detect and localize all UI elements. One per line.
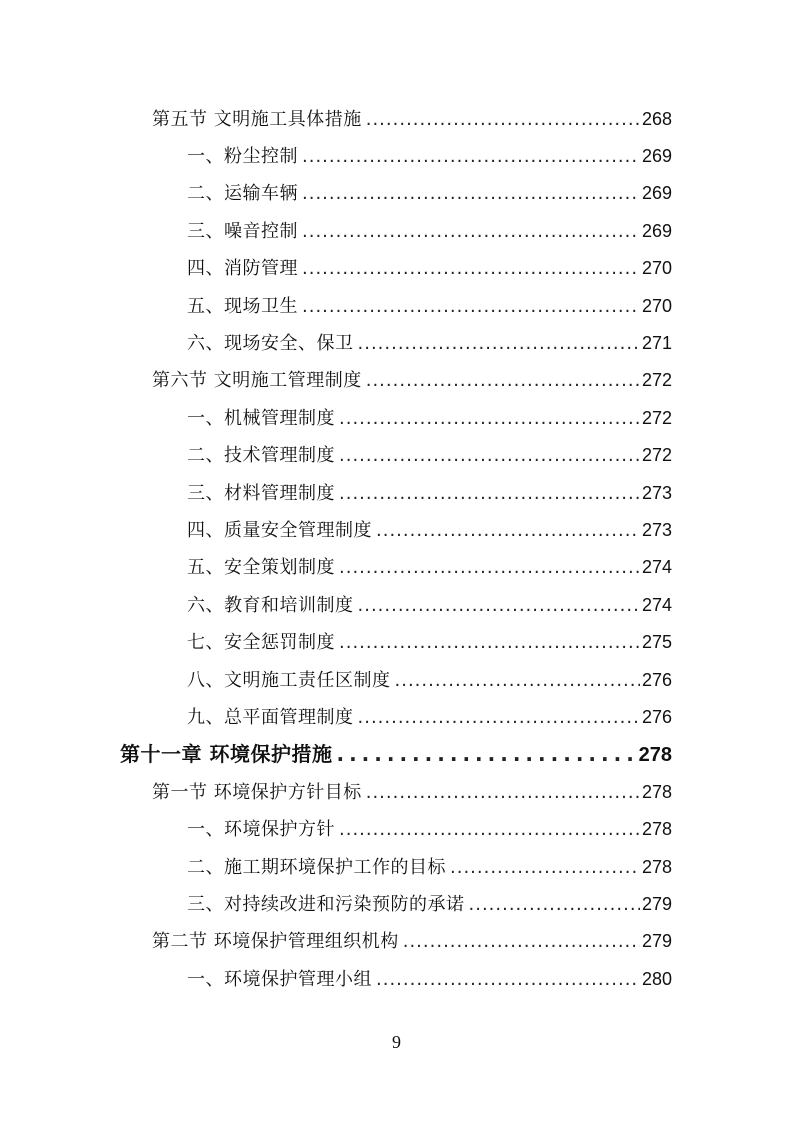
toc-leader [358,591,640,621]
toc-entry-page: 276 [641,707,672,727]
toc-entry-label: 一、环境保护方针 [187,819,335,840]
toc-entry-page: 269 [641,146,672,166]
toc-entry[interactable] [187,478,672,508]
toc-entry[interactable] [187,889,672,919]
toc-entry-page: 274 [641,557,672,577]
toc-leader [339,441,640,471]
toc-entry[interactable] [152,365,672,395]
toc-entry-label: 第二节 环境保护管理组织机构 [152,931,399,952]
toc-entry-page: 279 [641,894,672,914]
toc-entry-label: 四、质量安全管理制度 [187,520,372,541]
toc-entry-label: 第六节 文明施工管理制度 [152,370,362,391]
toc-entry-page: 268 [641,109,672,129]
toc-entry-page: 278 [641,782,672,802]
toc-entry[interactable] [187,440,672,470]
toc-leader [469,890,640,920]
toc-entry-page: 275 [641,632,672,652]
toc-entry-page: 272 [641,408,672,428]
toc-entry[interactable] [187,178,672,208]
toc-entry-label: 一、环境保护管理小组 [187,969,372,990]
toc-leader [366,366,640,396]
toc-entry[interactable] [187,291,672,321]
toc-entry[interactable] [187,964,672,994]
toc-entry-label: 八、文明施工责任区制度 [187,670,391,691]
toc-entry-label: 九、总平面管理制度 [187,707,354,728]
toc-leader [376,965,640,995]
toc-entry-page: 278 [638,744,672,766]
toc-leader [339,628,640,658]
toc-entry-label: 四、消防管理 [187,258,298,279]
toc-entry-label: 二、运输车辆 [187,183,298,204]
toc-entry-label: 六、教育和培训制度 [187,595,354,616]
toc-entry-label: 第五节 文明施工具体措施 [152,109,362,130]
toc-entry-label: 七、安全惩罚制度 [187,632,335,653]
toc-entry[interactable] [187,552,672,582]
toc-leader [395,666,640,696]
toc-entry[interactable] [187,852,672,882]
toc-leader [339,815,640,845]
toc-leader [302,142,640,172]
toc-leader [339,404,640,434]
toc-entry-chapter[interactable] [120,739,672,769]
toc-leader [302,254,640,284]
toc-entry[interactable] [187,216,672,246]
toc-entry[interactable] [187,141,672,171]
toc-entry-page: 279 [641,931,672,951]
toc-entry[interactable] [187,253,672,283]
toc-leader [302,217,640,247]
toc-entry-page: 269 [641,183,672,203]
toc-leader [358,703,640,733]
toc-leader [403,927,640,957]
toc-entry[interactable] [187,627,672,657]
toc-entry-label: 三、对持续改进和污染预防的承诺 [187,894,465,915]
toc-entry[interactable] [187,665,672,695]
toc-entry-label: 一、机械管理制度 [187,408,335,429]
toc-entry-label: 第一节 环境保护方针目标 [152,782,362,803]
toc-entry-page: 272 [641,445,672,465]
toc-entry[interactable] [187,328,672,358]
toc-entry-label: 五、现场卫生 [187,296,298,317]
toc-leader [366,778,640,808]
toc-entry-page: 280 [641,969,672,989]
toc-entry[interactable] [152,104,672,134]
toc-entry-label: 三、材料管理制度 [187,483,335,504]
toc-leader [358,329,640,359]
page-number: 9 [392,1032,401,1052]
toc-entry-label: 第十一章 环境保护措施 [120,742,333,766]
toc-leader [366,105,640,135]
toc-entry-label: 二、施工期环境保护工作的目标 [187,857,446,878]
toc-entry-page: 278 [641,857,672,877]
toc-entry-page: 278 [641,819,672,839]
toc-entry-label: 二、技术管理制度 [187,445,335,466]
toc-entry-page: 274 [641,595,672,615]
toc-entry-page: 273 [641,483,672,503]
toc-entry-label: 六、现场安全、保卫 [187,333,354,354]
toc-leader [376,516,640,546]
toc-entry[interactable] [187,702,672,732]
toc-entry-page: 272 [641,370,672,390]
toc-leader [339,553,640,583]
toc-entry[interactable] [152,926,672,956]
toc-entry[interactable] [187,515,672,545]
toc-leader [302,292,640,322]
toc-entry[interactable] [187,590,672,620]
toc-entry-label: 三、噪音控制 [187,221,298,242]
toc-entry-page: 270 [641,258,672,278]
toc-entry[interactable] [187,814,672,844]
toc-leader [339,479,640,509]
toc-entry-page: 276 [641,670,672,690]
toc-entry-page: 273 [641,520,672,540]
toc-entry-label: 五、安全策划制度 [187,557,335,578]
toc-entry-page: 269 [641,221,672,241]
toc-entry-page: 271 [641,333,672,353]
toc-leader [302,179,640,209]
toc-entry[interactable] [152,777,672,807]
toc-entry-label: 一、粉尘控制 [187,146,298,167]
toc-entry[interactable] [187,403,672,433]
toc-leader [336,739,636,769]
toc-leader [450,853,640,883]
toc-entry-page: 270 [641,296,672,316]
